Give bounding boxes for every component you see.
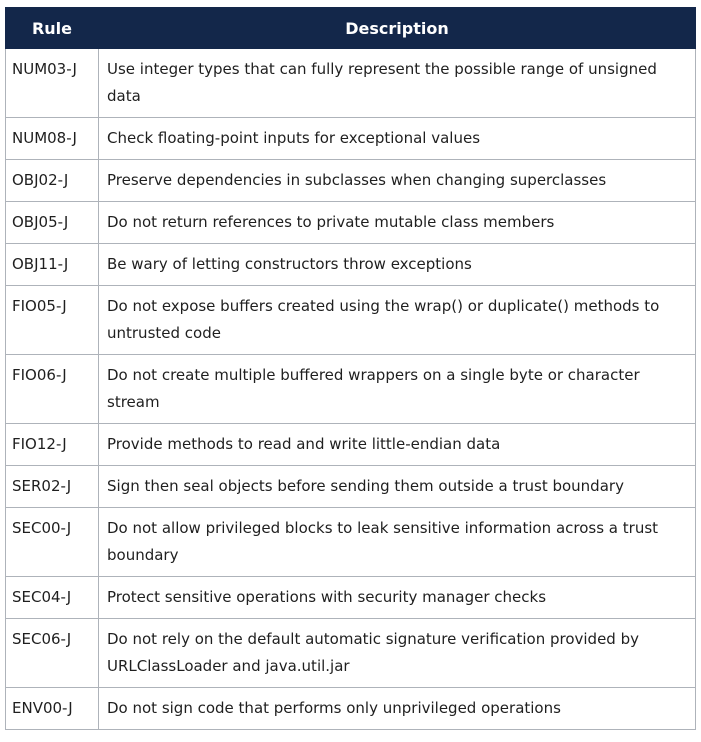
rule-description: Check floating-point inputs for exceptional values xyxy=(99,118,696,160)
header-row xyxy=(6,8,696,49)
rule-description: Be wary of letting constructors throw exceptions xyxy=(99,244,696,286)
table-row xyxy=(6,466,696,508)
rule-id: FIO06-J xyxy=(6,355,99,424)
rule-description: Do not sign code that performs only unprivileged operations xyxy=(99,688,696,730)
table-body xyxy=(6,49,696,730)
rule-id: SEC06-J xyxy=(6,619,99,688)
rule-id: FIO05-J xyxy=(6,286,99,355)
rule-description: Provide methods to read and write little-endian data xyxy=(99,424,696,466)
table-row xyxy=(6,244,696,286)
rule-description: Protect sensitive operations with security manager checks xyxy=(99,577,696,619)
rules-table-container xyxy=(5,7,695,730)
table-row xyxy=(6,688,696,730)
rule-description: Preserve dependencies in subclasses when changing superclasses xyxy=(99,160,696,202)
rule-id: FIO12-J xyxy=(6,424,99,466)
table-row xyxy=(6,577,696,619)
table-row xyxy=(6,49,696,118)
rule-description: Do not expose buffers created using the wrap() or duplicate() methods to untrusted code xyxy=(99,286,696,355)
rule-id: SER02-J xyxy=(6,466,99,508)
rule-description: Do not create multiple buffered wrappers on a single byte or character stream xyxy=(99,355,696,424)
table-row xyxy=(6,355,696,424)
rule-id: SEC00-J xyxy=(6,508,99,577)
rule-description: Sign then seal objects before sending them outside a trust boundary xyxy=(99,466,696,508)
description-column-header: Description xyxy=(99,8,696,49)
table-header xyxy=(6,8,696,49)
rules-table xyxy=(5,7,696,730)
rule-id: NUM03-J xyxy=(6,49,99,118)
table-row xyxy=(6,118,696,160)
rule-description: Do not allow privileged blocks to leak sensitive information across a trust boundary xyxy=(99,508,696,577)
table-row xyxy=(6,286,696,355)
rule-id: OBJ05-J xyxy=(6,202,99,244)
rule-id: ENV00-J xyxy=(6,688,99,730)
table-row xyxy=(6,160,696,202)
rule-id: SEC04-J xyxy=(6,577,99,619)
rule-description: Do not rely on the default automatic signature verification provided by URLClassLoader and java.util.jar xyxy=(99,619,696,688)
rule-description: Do not return references to private mutable class members xyxy=(99,202,696,244)
rule-id: OBJ02-J xyxy=(6,160,99,202)
rule-description: Use integer types that can fully represent the possible range of unsigned data xyxy=(99,49,696,118)
table-row xyxy=(6,619,696,688)
rule-column-header: Rule xyxy=(6,8,99,49)
table-row xyxy=(6,508,696,577)
table-row xyxy=(6,202,696,244)
rule-id: OBJ11-J xyxy=(6,244,99,286)
rule-id: NUM08-J xyxy=(6,118,99,160)
table-row xyxy=(6,424,696,466)
